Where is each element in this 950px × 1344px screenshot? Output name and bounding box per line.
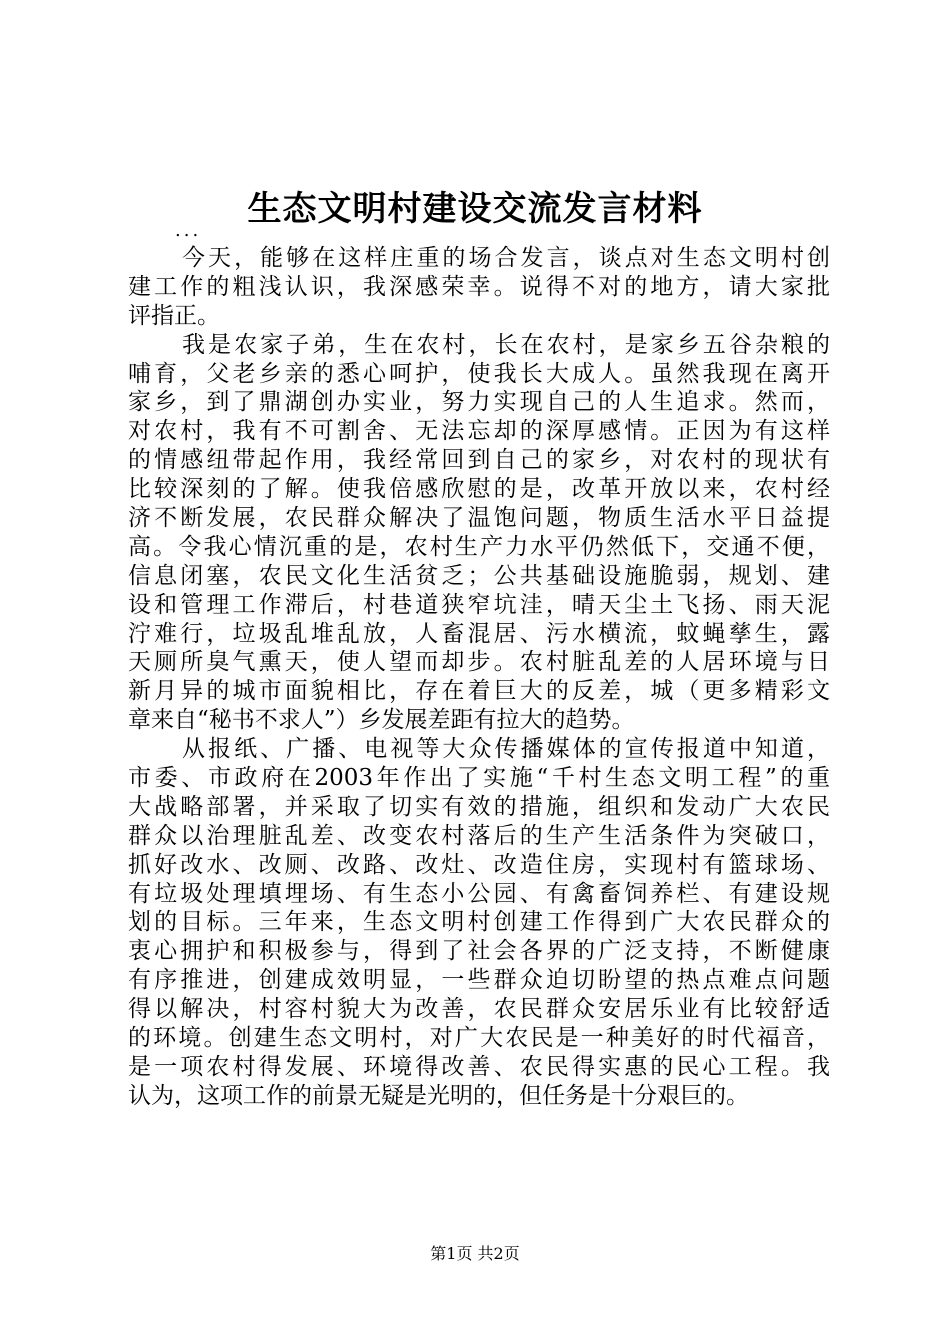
paragraph-line: 家乡，到了鼎湖创办实业，努力实现自己的人生追求。然而， — [128, 389, 830, 416]
ellipsis-marker: ... — [175, 220, 202, 241]
paragraph-line: 有序推进，创建成效明显，一些群众迫切盼望的热点难点问题 — [128, 967, 830, 994]
paragraph-line: 高。令我心情沉重的是，农村生产力水平仍然低下，交通不便， — [128, 533, 830, 560]
paragraph-line: 从报纸、广播、电视等大众传播媒体的宣传报道中知道， — [182, 736, 830, 763]
paragraph-line: 信息闭塞，农民文化生活贫乏；公共基础设施脆弱，规划、建 — [128, 562, 830, 589]
paragraph-line: 设和管理工作滞后，村巷道狭窄坑洼，晴天尘土飞扬、雨天泥 — [128, 591, 830, 618]
paragraph-line: 我是农家子弟，生在农村，长在农村，是家乡五谷杂粮的 — [182, 331, 830, 358]
page-footer: 第1页 共2页 — [430, 1244, 520, 1263]
paragraph-line: 济不断发展，农民群众解决了温饱问题，物质生活水平日益提 — [128, 505, 830, 532]
document-title: 生态文明村建设交流发言材料 — [247, 189, 703, 229]
paragraph-line: 哺育，父老乡亲的悉心呵护，使我长大成人。虽然我现在离开 — [128, 360, 830, 387]
paragraph-line: 认为，这项工作的前景无疑是光明的，但任务是十分艰巨的。 — [128, 1082, 749, 1109]
paragraph-line: 市委、市政府在2003年作出了实施“千村生态文明工程”的重 — [128, 765, 830, 792]
paragraph — [128, 331, 830, 735]
paragraph-line: 今天，能够在这样庄重的场合发言，谈点对生态文明村创 — [182, 245, 830, 271]
paragraph-line: 的环境。创建生态文明村，对广大农民是一种美好的时代福音， — [128, 1025, 830, 1052]
paragraph — [128, 244, 830, 331]
paragraph-line: 建工作的粗浅认识，我深感荣幸。说得不对的地方，请大家批 — [128, 273, 830, 300]
paragraph-line: 得以解决，村容村貌大为改善，农民群众安居乐业有比较舒适 — [128, 996, 830, 1023]
paragraph-line: 新月异的城市面貌相比，存在着巨大的反差，城（更多精彩文 — [128, 678, 830, 705]
paragraph-line: 的情感纽带起作用，我经常回到自己的家乡，对农村的现状有 — [128, 447, 830, 474]
paragraph-line: 衷心拥护和积极参与，得到了社会各界的广泛支持，不断健康 — [128, 938, 830, 965]
paragraph-line: 评指正。 — [128, 302, 220, 329]
paragraph-line: 群众以治理脏乱差、改变农村落后的生产生活条件为突破口， — [128, 822, 830, 849]
paragraph-line: 对农村，我有不可割舍、无法忘却的深厚感情。正因为有这样 — [128, 418, 830, 445]
paragraph-line: 有垃圾处理填埋场、有生态小公园、有禽畜饲养栏、有建设规 — [128, 880, 830, 907]
paragraph-line: 天厕所臭气熏天，使人望而却步。农村脏乱差的人居环境与日 — [128, 649, 830, 676]
paragraph-line: 抓好改水、改厕、改路、改灶、改造住房，实现村有篮球场、 — [128, 851, 830, 878]
paragraph-line: 章来自“秘书不求人”）乡发展差距有拉大的趋势。 — [128, 707, 635, 734]
paragraph-line: 大战略部署，并采取了切实有效的措施，组织和发动广大农民 — [128, 793, 830, 820]
paragraph-line: 是一项农村得发展、环境得改善、农民得实惠的民心工程。我 — [128, 1053, 830, 1080]
document-body — [128, 244, 830, 1111]
paragraph-line: 泞难行，垃圾乱堆乱放，人畜混居、污水横流，蚊蝇孳生，露 — [128, 620, 830, 647]
paragraph-line: 划的目标。三年来，生态文明村创建工作得到广大农民群众的 — [128, 909, 830, 936]
paragraph-line: 比较深刻的了解。使我倍感欣慰的是，改革开放以来，农村经 — [128, 476, 830, 503]
paragraph — [128, 735, 830, 1111]
